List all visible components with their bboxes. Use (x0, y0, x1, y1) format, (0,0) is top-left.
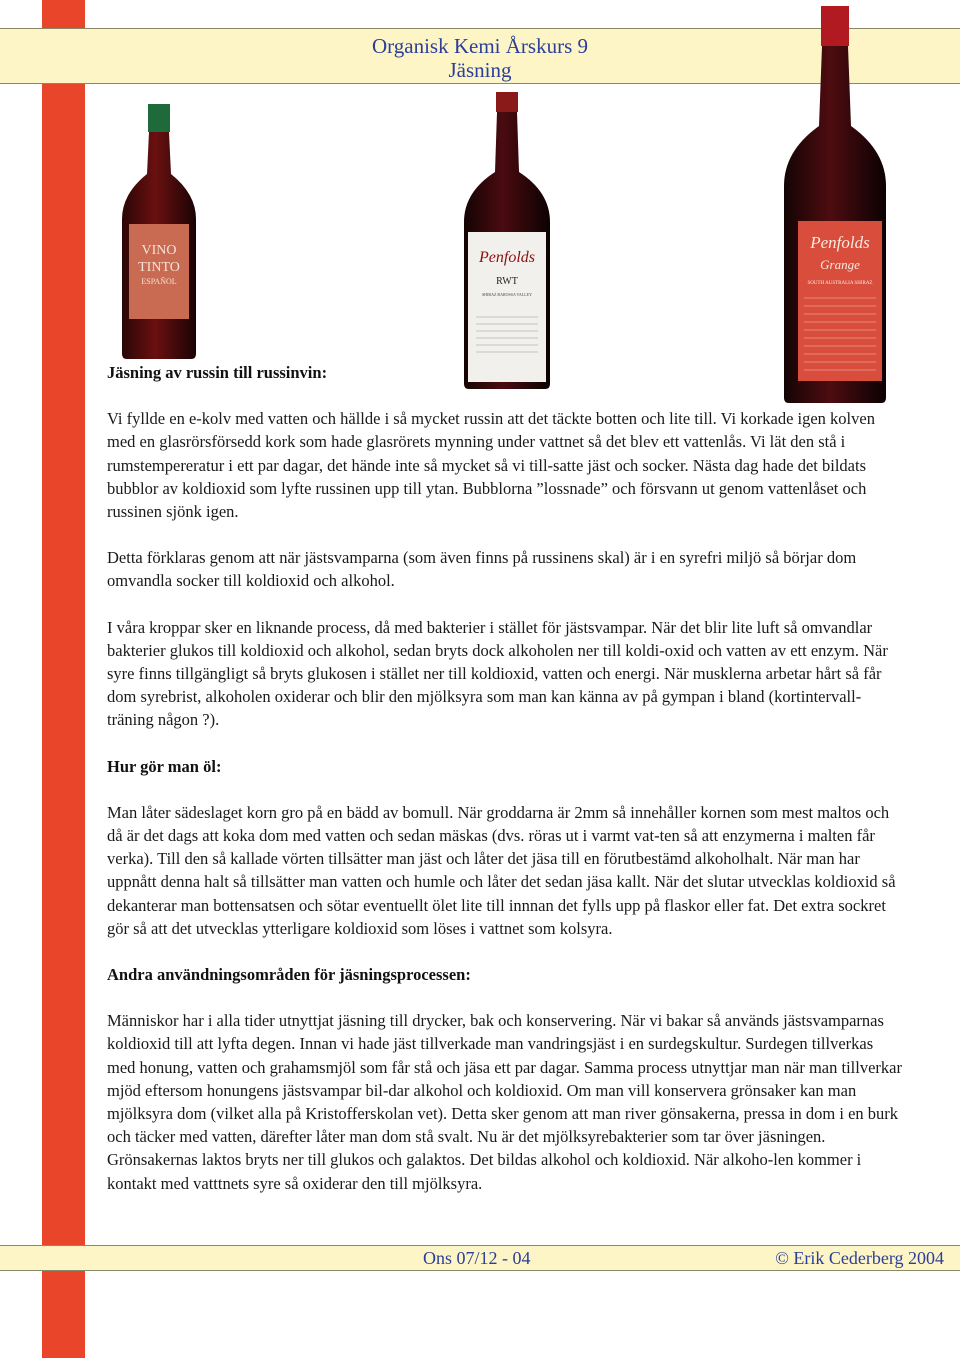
bottle-penfolds-rwt (460, 92, 554, 390)
svg-text:RWT: RWT (496, 276, 518, 287)
paragraph: I våra kroppar sker en liknande process, då med bakterier i stället för jästsvampar. När det blir lite luft så omvandlar bakterier glukos till koldioxid och alkohol, sedan bryts dock alkoholen ner till koldi-oxid och vatten av ett enzym. När syre finns tillgängligt så bryts glukosen i stället ner till koldioxid, vatten och energi. När musklerna arbetar hårt så får dom syrebrist, alkoholen oxiderar och blir den mjölksyra som man kan känna av på gympan i bland (kortintervall-träning någon ?). (107, 617, 888, 730)
svg-text:Grange: Grange (820, 257, 860, 272)
svg-text:SOUTH AUSTRALIA SHIRAZ: SOUTH AUSTRALIA SHIRAZ (807, 281, 873, 286)
page-title: Organisk Kemi Årskurs 9 (371, 34, 588, 58)
svg-text:ESPAÑOL: ESPAÑOL (141, 277, 177, 286)
section-heading: Andra användningsområden för jäsningsprocessen: (107, 965, 471, 985)
footer-copyright: © Erik Cederberg 2004 (775, 1248, 944, 1268)
svg-text:SHIRAZ BAROSSA VALLEY: SHIRAZ BAROSSA VALLEY (481, 292, 533, 297)
section-heading: Hur gör man öl: (107, 756, 222, 776)
document-body (107, 361, 902, 1195)
paragraph: Vi fyllde en e-kolv med vatten och hällde i så mycket russin att det täckte botten och lite till. Vi korkade igen kolven med en glasrörsförsedd kork som hade glasrörets mynning under vattnet så det blev ett vattenlås. Vi lät den stå i rumstempereratur i ett par dagar, det hände inte så mycket så vi till-satte jäst och socker. Nästa dag hade det bildats bubblor av koldioxid som lyfte russinen upp till ytan. Bubblorna ”lossnade” och försvann ut genom vattenlåset och russinen sjönk igen. (107, 409, 875, 522)
bottle-vino-tinto (118, 104, 200, 360)
page-subtitle: Jäsning (448, 58, 512, 82)
paragraph: Detta förklaras genom att när jästsvamparna (som även finns på russinens skal) är i en syrefri miljö så börjar dom omvandla socker till koldioxid och alkohol. (107, 548, 857, 591)
paragraph: Människor har i alla tider utnyttjat jäsning till drycker, bak och konservering. När vi bakar så används jästsvamparnas koldioxid till att lyfta degen. Innan vi hade jäst tillverkade man vandringsjäst i en surdegskultur. Surdegen tillverkas med honung, vatten och grahamsmjöl som får stå och jäsa ett par dagar. Samma process utnyttjar man när man tillverkar mjöd eftersom honungens jästsvampar bil-dar alkohol och koldioxid. Om man vill konservera grönsaker kan man mjölksyra dom (vilket alla på Kristofferskolan vet). Detta sker genom att man river gönsakerna, pressa in dom i en burk och täcker med vatten, därefter låter man dom stå svalt. Nu är det mjölksyrebakterier som tar över jäsningen. Grönsakernas laktos bryts ner till glukos och galaktos. Det bildas alkohol och koldioxid. När alkoho-len kommer i kontakt med vatttnets syre så oxiderar den till mjölksyra. (107, 1011, 902, 1193)
svg-text:VINO: VINO (141, 243, 177, 258)
bottle-penfolds-grange (780, 6, 890, 404)
svg-text:Penfolds: Penfolds (479, 249, 535, 266)
footer-date: Ons 07/12 - 04 (423, 1248, 531, 1268)
svg-text:TINTO: TINTO (138, 260, 180, 275)
left-accent-bar (42, 0, 85, 1358)
paragraph: Man låter sädeslaget korn gro på en bädd av bomull. När groddarna är 2mm så innehåller kornen som mest maltos och då är det dags att koka dom med vatten och sedan mäskas (dvs. röras ut i varmt vat-ten så att enzymerna i malten får verka). Till den så kallade vörten tillsätter man jäst och låter det jäsa till en förutbestämd alkoholhalt. När man har uppnått denna halt så tillsätter man vatten och humle och låter det sedan jäsa kallt. När det slutar utvecklas koldioxid så dekanterar man bottensatsen och sötar eventuellt ölet lite till innnan det fylls upp på flaskor eller fat. Det extra sockret gör så att det utvecklas ytterligare koldioxid som löses i vattnet som kolsyra. (107, 802, 896, 938)
svg-text:Penfolds: Penfolds (810, 233, 870, 252)
section-heading: Jäsning av russin till russinvin: (107, 363, 328, 382)
